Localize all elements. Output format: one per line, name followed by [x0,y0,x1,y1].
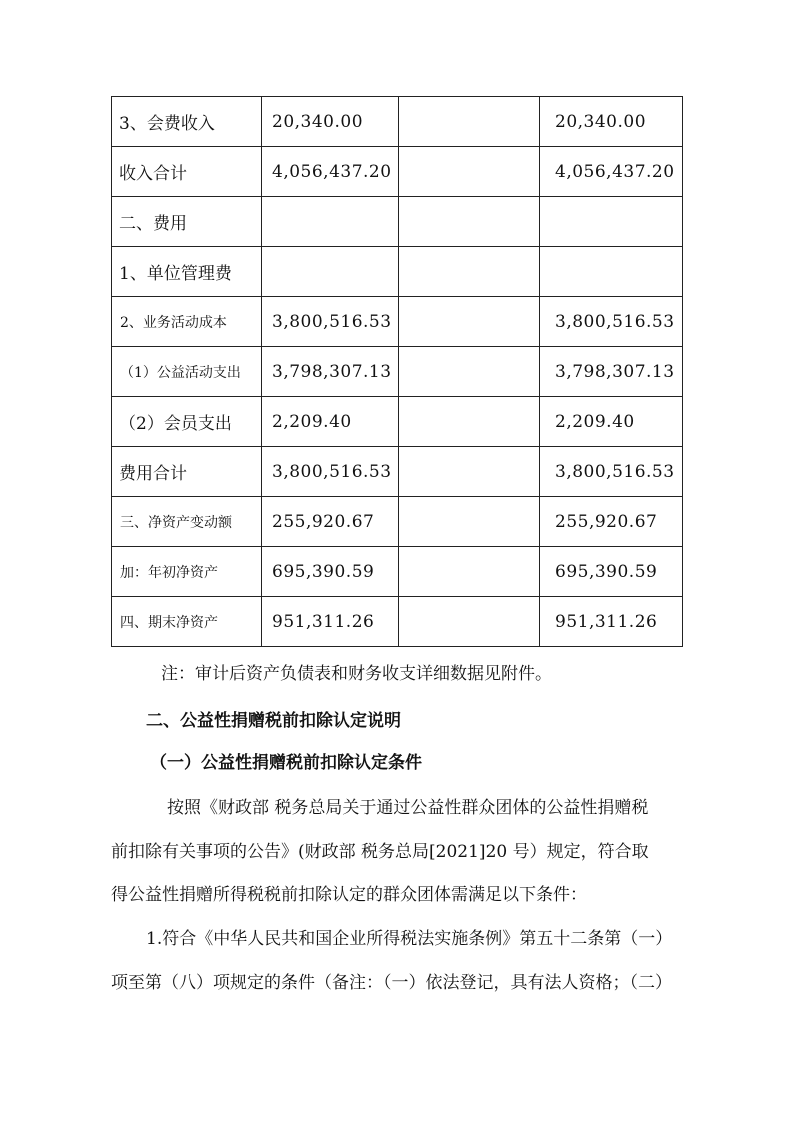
table-row [112,447,683,497]
section-heading-2: 二、公益性捐赠税前扣除认定说明 [146,711,401,731]
amount-cell: 3,800,516.53 [540,297,683,347]
table-row [112,147,683,197]
table-body [112,97,683,647]
table-row [112,397,683,447]
amount-cell: 255,920.67 [540,497,683,547]
paragraph-2-line-1: 1.符合《中华人民共和国企业所得税法实施条例》第五十二条第（一） [146,929,673,949]
note-text: 注：审计后资产负债表和财务收支详细数据见附件。 [161,664,552,684]
amount-cell [262,197,399,247]
empty-cell [399,197,540,247]
amount-cell [540,197,683,247]
row-label: 2、业务活动成本 [112,297,262,347]
amount-cell: 3,800,516.53 [262,447,399,497]
amount-cell: 20,340.00 [262,97,399,147]
amount-cell: 255,920.67 [262,497,399,547]
amount-cell: 3,798,307.13 [540,347,683,397]
amount-cell: 951,311.26 [262,597,399,647]
empty-cell [399,597,540,647]
amount-cell: 3,800,516.53 [262,297,399,347]
amount-cell: 2,209.40 [540,397,683,447]
financial-statement-table [111,96,683,647]
row-label: 二、费用 [112,197,262,247]
amount-cell: 695,390.59 [262,547,399,597]
amount-cell: 2,209.40 [262,397,399,447]
table-row [112,97,683,147]
table-row [112,597,683,647]
empty-cell [399,347,540,397]
subsection-heading-1: （一）公益性捐赠税前扣除认定条件 [150,753,422,773]
table-row [112,197,683,247]
empty-cell [399,247,540,297]
empty-cell [399,447,540,497]
amount-cell: 20,340.00 [540,97,683,147]
row-label: 四、期末净资产 [112,597,262,647]
paragraph-1-line-3: 得公益性捐赠所得税税前扣除认定的群众团体需满足以下条件： [111,885,587,905]
paragraph-2-line-2: 项至第（八）项规定的条件（备注：（一）依法登记，具有法人资格；（二） [111,973,672,993]
empty-cell [399,297,540,347]
amount-cell: 3,798,307.13 [262,347,399,397]
table-row [112,497,683,547]
row-label: （2）会员支出 [112,397,262,447]
row-label: 费用合计 [112,447,262,497]
amount-cell: 695,390.59 [540,547,683,597]
table-row [112,297,683,347]
table-row [112,547,683,597]
row-label: 三、净资产变动额 [112,497,262,547]
empty-cell [399,547,540,597]
empty-cell [399,147,540,197]
paragraph-1-line-2: 前扣除有关事项的公告》(财政部 税务总局[2021]20 号）规定，符合取 [111,842,649,862]
empty-cell [399,397,540,447]
row-label: 1、单位管理费 [112,247,262,297]
paragraph-1-line-1: 按照《财政部 税务总局关于通过公益性群众团体的公益性捐赠税 [167,798,649,818]
amount-cell: 3,800,516.53 [540,447,683,497]
amount-cell [262,247,399,297]
amount-cell: 4,056,437.20 [540,147,683,197]
row-label: 收入合计 [112,147,262,197]
empty-cell [399,497,540,547]
amount-cell [540,247,683,297]
amount-cell: 4,056,437.20 [262,147,399,197]
empty-cell [399,97,540,147]
table-row [112,247,683,297]
table-row [112,347,683,397]
amount-cell: 951,311.26 [540,597,683,647]
row-label: 加：年初净资产 [112,547,262,597]
row-label: 3、会费收入 [112,97,262,147]
row-label: （1）公益活动支出 [112,347,262,397]
